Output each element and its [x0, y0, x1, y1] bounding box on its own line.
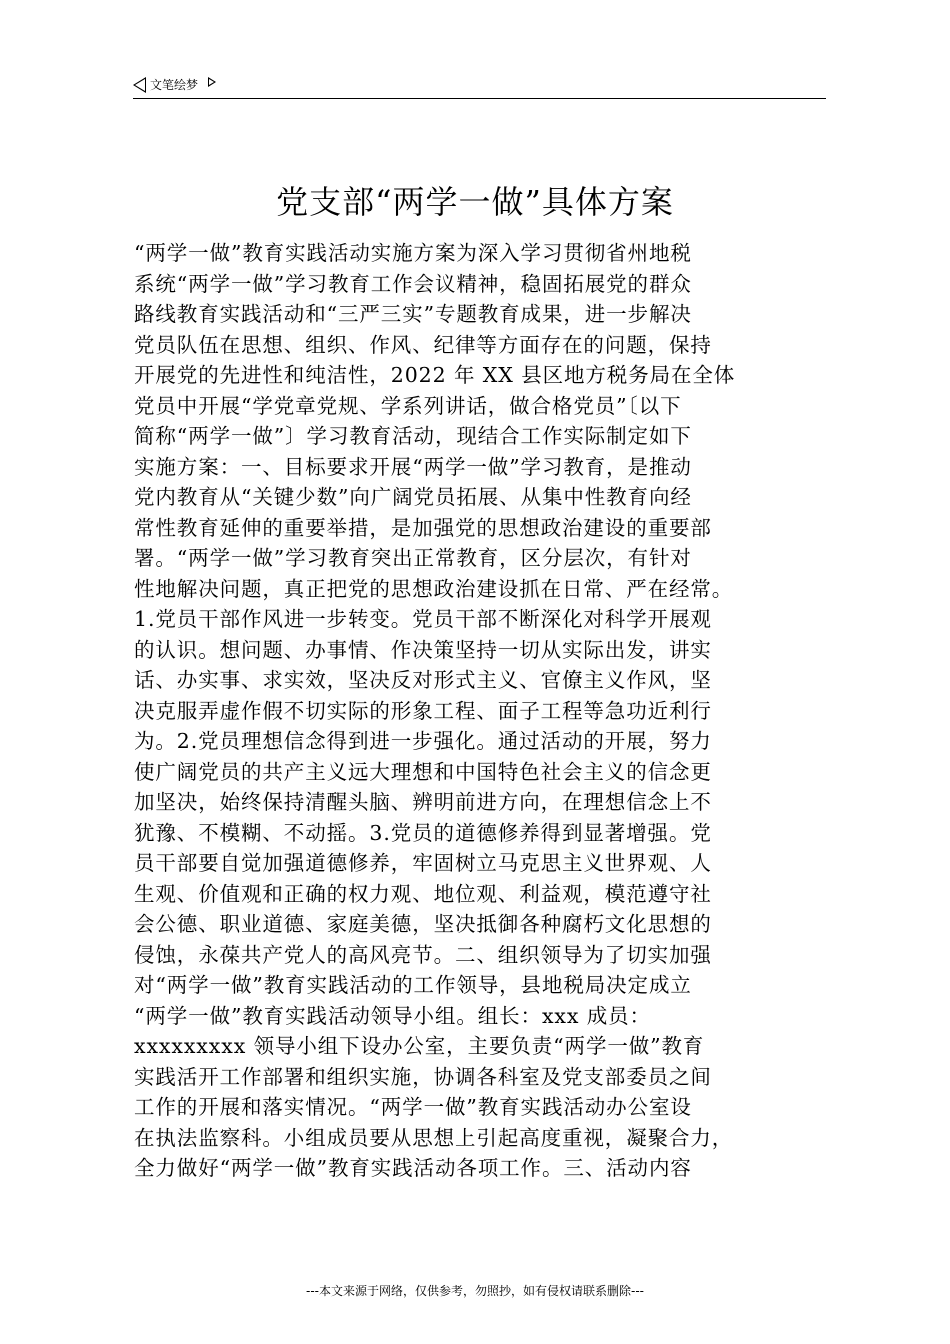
body-line: 简称“两学一做”〕学习教育活动，现结合工作实际制定如下: [134, 424, 692, 448]
document-title: 党支部“两学一做”具体方案: [276, 183, 674, 221]
body-line: 实践活开工作部署和组织实施，协调各科室及党支部委员之间: [134, 1064, 712, 1089]
body-line: 决克服弄虚作假不切实际的形象工程、面子工程等急功近利行: [134, 698, 712, 723]
body-line: “两学一做”教育实践活动领导小组。组长：xxx 成员：: [134, 1003, 651, 1028]
body-line: xxxxxxxxx 领导小组下设办公室，主要负责“两学一做”教育: [134, 1034, 705, 1058]
body-line: “两学一做”教育实践活动实施方案为深入学习贯彻省州地税: [134, 241, 692, 265]
body-line: 生观、价值观和正确的权力观、地位观、利益观，模范遵守社: [134, 881, 712, 906]
document-body: [134, 238, 844, 1184]
body-line: 党内教育从“关键少数”向广阔党员拓展、从集中性教育向经: [134, 485, 692, 509]
body-line: 1.党员干部作风进一步转变。党员干部不断深化对科学开展观: [134, 607, 712, 631]
body-line: 系统“两学一做”学习教育工作会议精神，稳固拓展党的群众: [134, 271, 692, 296]
header-brand: 文笔绘梦: [150, 78, 199, 92]
body-line: 对“两学一做”教育实践活动的工作领导，县地税局决定成立: [134, 973, 692, 997]
body-line: 话、办实事、求实效，坚决反对形式主义、官僚主义作风，坚: [134, 668, 712, 692]
body-line: 常性教育延伸的重要举措，是加强党的思想政治建设的重要部: [134, 515, 712, 540]
body-line: 会公德、职业道德、家庭美德，坚决抵御各种腐朽文化思想的: [134, 912, 712, 936]
footer-disclaimer: ---本文来源于网络，仅供参考，勿照抄，如有侵权请联系删除---: [306, 1284, 644, 1298]
body-line: 工作的开展和落实情况。“两学一做”教育实践活动办公室设: [134, 1095, 692, 1119]
body-line: 在执法监察科。小组成员要从思想上引起高度重视，凝聚合力，: [134, 1125, 734, 1150]
header-divider: [133, 98, 826, 99]
body-line: 开展党的先进性和纯洁性，2022 年 XX 县区地方税务局在全体: [134, 363, 736, 387]
body-line: 实施方案：一、目标要求开展“两学一做”学习教育，是推动: [134, 454, 692, 479]
body-line: 性地解决问题，真正把党的思想政治建设抓在日常、严在经常。: [134, 576, 734, 601]
body-line: 署。“两学一做”学习教育突出正常教育，区分层次，有针对: [134, 546, 692, 570]
body-line: 加坚决，始终保持清醒头脑、辨明前进方向，在理想信念上不: [134, 790, 712, 814]
body-line: 的认识。想问题、办事情、作决策坚持一切从实际出发，讲实: [134, 637, 712, 662]
body-line: 员干部要自觉加强道德修养，牢固树立马克思主义世界观、人: [134, 851, 712, 875]
body-line: 党员中开展“学党章党规、学系列讲话，做合格党员”〔以下: [134, 393, 682, 418]
body-line: 犹豫、不模糊、不动摇。3.党员的道德修养得到显著增强。党: [134, 820, 712, 845]
body-line: 侵蚀，永葆共产党人的高风亮节。二、组织领导为了切实加强: [134, 942, 712, 967]
body-line: 为。2.党员理想信念得到进一步强化。通过活动的开展，努力: [134, 729, 712, 753]
triangle-left-icon: [133, 77, 146, 93]
body-line: 全力做好“两学一做”教育实践活动各项工作。三、活动内容: [134, 1156, 692, 1180]
body-line: 路线教育实践活动和“三严三实”专题教育成果，进一步解决: [134, 302, 692, 326]
triangle-right-icon: [208, 77, 216, 87]
body-line: 党员队伍在思想、组织、作风、纪律等方面存在的问题，保持: [134, 332, 712, 357]
page-header: [133, 76, 216, 94]
body-line: 使广阔党员的共产主义远大理想和中国特色社会主义的信念更: [134, 759, 712, 784]
